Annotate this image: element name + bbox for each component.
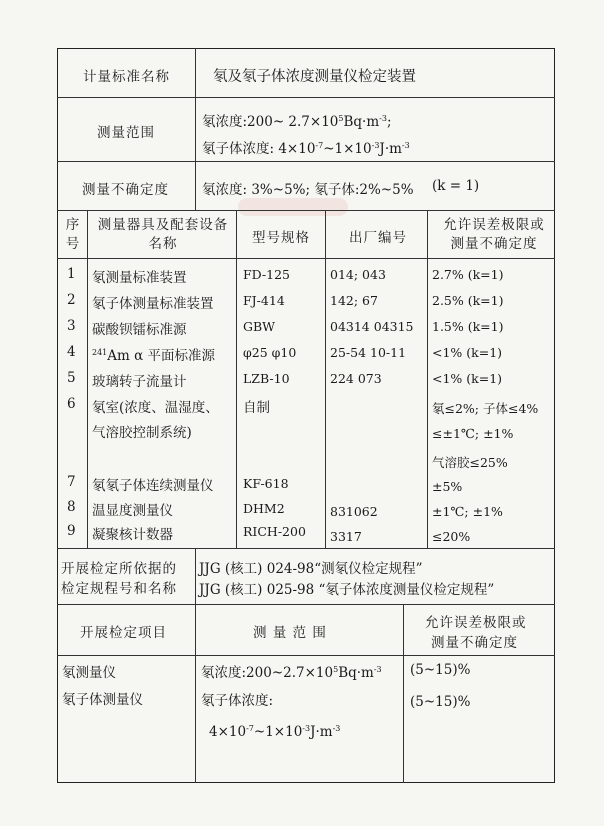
row-serial: 831062 <box>330 504 378 519</box>
col-header-error: 允许误差极限或测量不确定度 <box>443 217 545 252</box>
divider <box>57 604 555 605</box>
uncertainty-k: (k = 1) <box>432 178 480 194</box>
row-name-continued: 气溶胶控制系统) <box>92 425 192 441</box>
divider <box>236 210 237 548</box>
divider <box>195 48 196 210</box>
row-error: <1% (k=1) <box>432 371 503 386</box>
row-model: 自制 <box>243 400 270 416</box>
col-header-serial: 出厂编号 <box>349 230 407 246</box>
row-no: 3 <box>67 318 76 334</box>
range-label: 测量范围 <box>97 125 155 141</box>
faint-stamp-mark <box>238 198 348 216</box>
row-serial: 224 073 <box>330 371 382 386</box>
row-model: FJ-414 <box>243 293 285 308</box>
row-serial: 04314 04315 <box>330 319 414 334</box>
row-name: 氡子体测量标准装置 <box>92 296 214 312</box>
verification-header-item: 开展检定项目 <box>80 625 167 641</box>
divider <box>57 97 555 98</box>
uncertainty-value: 氡浓度: 3%~5%; 氡子体:2%~5% <box>202 182 414 198</box>
row-name: $^{241}$Am α 平面标准源 <box>92 348 216 364</box>
row-model: KF-618 <box>243 476 289 491</box>
row-no: 6 <box>67 396 76 412</box>
row-name: 氡氡子体连续测量仪 <box>92 478 214 494</box>
row-model: LZB-10 <box>243 371 290 386</box>
range-line-2: 氡子体浓度: $4\times 10^{-7}\sim 1\times 10^{-3}J\cdot m^{-3}$ <box>202 141 410 157</box>
divider <box>403 604 404 783</box>
row-error-3: 气溶胶≤25% <box>432 455 508 470</box>
verification-error: (5~15)% <box>410 694 471 710</box>
row-no: 5 <box>67 370 76 386</box>
row-error: ±5% <box>432 479 463 494</box>
verification-error: (5~15)% <box>410 662 471 678</box>
col-header-no: 序号 <box>65 217 81 252</box>
row-error: ±1℃; ±1% <box>432 504 503 519</box>
row-model: GBW <box>243 319 276 334</box>
row-error: ≤20% <box>432 529 471 544</box>
divider <box>427 210 428 548</box>
row-model: FD-125 <box>243 267 291 282</box>
row-name: 温显度测量仪 <box>92 503 173 519</box>
divider <box>195 604 196 783</box>
range-line-1: 氡浓度:200~ $2.7\times 10^5Bq\cdot m^{-3}$; <box>202 114 392 130</box>
row-error: 1.5% (k=1) <box>432 319 504 334</box>
divider <box>325 210 326 548</box>
divider <box>57 655 555 656</box>
row-no: 2 <box>67 292 76 308</box>
divider <box>57 258 555 259</box>
row-name: 玻璃转子流量计 <box>92 374 187 390</box>
row-error: 氡≤2%; 子体≤4% <box>432 401 539 416</box>
row-no: 8 <box>67 499 76 515</box>
row-error-2: ≤±1℃; ±1% <box>432 426 514 441</box>
standard-name-value: 氡及氡子体浓度测量仪检定装置 <box>213 69 416 85</box>
row-no: 1 <box>67 266 76 282</box>
procedures-label-line2: 检定规程号和名称 <box>61 581 177 597</box>
verification-header-range: 测 量 范 围 <box>253 625 327 641</box>
verification-header-error-2: 测量不确定度 <box>431 635 518 651</box>
row-error: <1% (k=1) <box>432 345 503 360</box>
verification-header-error-1: 允许误差极限或 <box>425 615 527 631</box>
row-name: 碳酸钡镭标准源 <box>92 322 187 338</box>
row-name: 氡测量标准装置 <box>92 270 187 286</box>
divider <box>57 548 555 549</box>
divider <box>57 210 555 211</box>
row-no: 9 <box>67 523 76 539</box>
row-model: DHM2 <box>243 501 285 516</box>
standard-name-label: 计量标准名称 <box>83 69 170 85</box>
row-serial: 3317 <box>330 529 362 544</box>
row-model: φ25 φ10 <box>243 345 297 360</box>
row-name: 凝聚核计数器 <box>92 527 173 543</box>
row-model: RICH-200 <box>243 524 306 539</box>
procedure-item-2: JJG (核工) 025-98 “氡子体浓度测量仪检定规程” <box>199 582 495 598</box>
verification-range: $4\times 10^{-7}\sim 1\times 10^{-3}J\cdot m^{-3}$ <box>209 724 341 740</box>
col-header-model: 型号规格 <box>252 230 310 246</box>
row-error: 2.7% (k=1) <box>432 267 504 282</box>
row-serial: 25-54 10-11 <box>330 345 407 360</box>
procedures-label-line1: 开展检定所依据的 <box>61 561 177 577</box>
row-serial: 014; 043 <box>330 267 386 282</box>
divider <box>87 210 88 548</box>
divider <box>57 161 555 162</box>
verification-item: 氡测量仪 <box>62 665 116 681</box>
uncertainty-label: 测量不确定度 <box>82 182 169 198</box>
col-header-name: 测量器具及配套设备名称 <box>97 217 229 252</box>
verification-range: 氡浓度$:200\sim 2.7\times 10^5Bq\cdot m^{-3}$ <box>201 665 382 681</box>
row-serial: 142; 67 <box>330 293 378 308</box>
divider <box>195 548 196 604</box>
procedure-item-1: JJG (核工) 024-98“测氡仪检定规程” <box>199 561 423 577</box>
verification-item: 氡子体测量仪 <box>62 692 143 708</box>
row-no: 4 <box>67 344 76 360</box>
row-no: 7 <box>67 474 76 490</box>
row-error: 2.5% (k=1) <box>432 293 504 308</box>
row-name: 氡室(浓度、温湿度、 <box>92 400 219 416</box>
verification-range-label: 氡子体浓度: <box>201 693 274 709</box>
